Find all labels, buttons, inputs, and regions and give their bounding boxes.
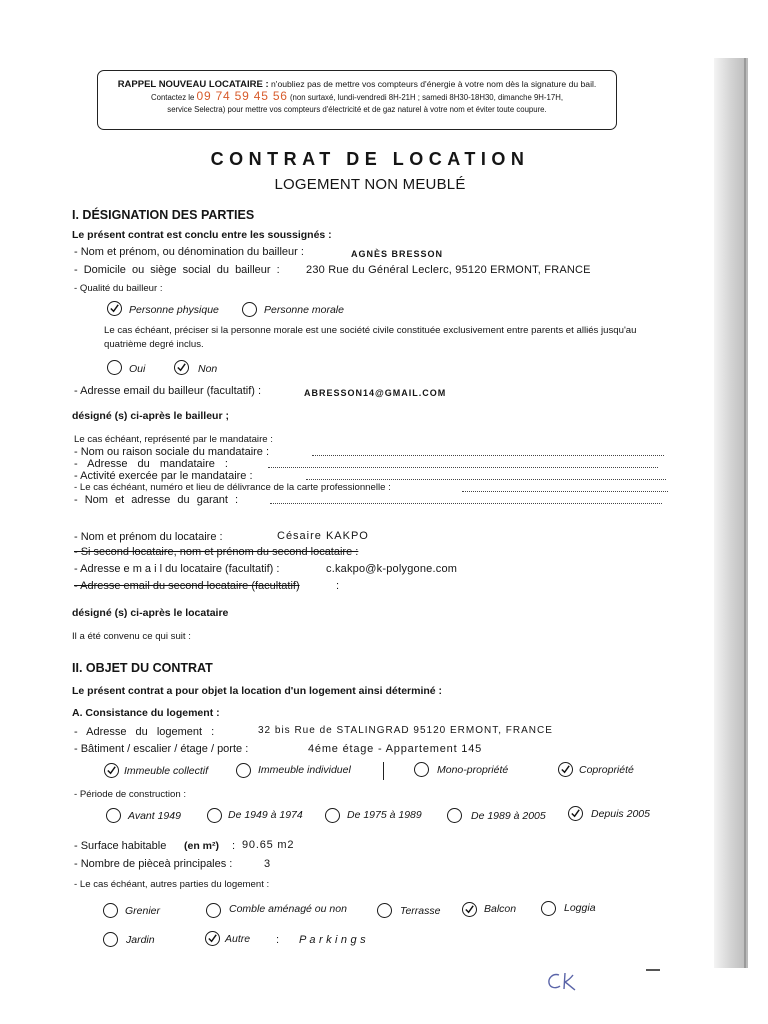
document-title: CONTRAT DE LOCATION bbox=[210, 149, 530, 169]
de-1975-checkbox[interactable] bbox=[325, 808, 340, 823]
bailleur-email-value: ABRESSON14@GMAIL.COM bbox=[304, 388, 447, 398]
notice-line2 bbox=[98, 90, 616, 104]
bailleur-name-label: - Nom et prénom, ou dénomination du bailleur : bbox=[74, 246, 304, 258]
mandataire-carte-line bbox=[462, 491, 668, 492]
immeuble-individuel-label: Immeuble individuel bbox=[258, 764, 351, 776]
autre-label: Autre bbox=[225, 933, 251, 945]
depuis-2005-label: Depuis 2005 bbox=[591, 808, 650, 820]
immeuble-individuel-checkbox[interactable] bbox=[236, 763, 251, 778]
second-locataire-email-colon: : bbox=[336, 580, 340, 592]
copropriete-label: Copropriété bbox=[579, 764, 634, 776]
bailleur-name-value: AGNÈS BRESSON bbox=[351, 249, 444, 259]
mandataire-intro: Le cas échéant, représenté par le mandataire : bbox=[74, 434, 273, 445]
document-subtitle: LOGEMENT NON MEUBLÉ bbox=[274, 176, 466, 193]
mandataire-activite-label: - Activité exercée par le mandataire : bbox=[74, 470, 253, 482]
autre-colon: : bbox=[276, 934, 280, 946]
personne-morale-note-line2: quatrième degré inclus. bbox=[104, 339, 204, 350]
notice-contact-pre: Contactez le bbox=[150, 93, 195, 102]
oui-label: Oui bbox=[129, 363, 146, 375]
mandataire-adresse-line bbox=[268, 467, 658, 468]
personne-physique-label: Personne physique bbox=[129, 304, 219, 316]
surface-value: 90.65 m2 bbox=[242, 839, 295, 851]
section1-heading: I. DÉSIGNATION DES PARTIES bbox=[72, 208, 255, 222]
personne-morale-note-line1: Le cas échéant, préciser si la personne morale est une société civile constituée exclusivement entre parents et alliés jusqu'au bbox=[104, 325, 637, 336]
designe-locataire: désigné (s) ci-après le locataire bbox=[72, 607, 229, 619]
avant-1949-label: Avant 1949 bbox=[128, 810, 181, 822]
immeuble-collectif-checkbox[interactable] bbox=[104, 763, 119, 778]
avant-1949-checkbox[interactable] bbox=[106, 808, 121, 823]
de-1949-checkbox[interactable] bbox=[207, 808, 222, 823]
grenier-label: Grenier bbox=[125, 905, 161, 917]
surface-colon: : bbox=[232, 840, 236, 852]
checkmark-icon bbox=[560, 764, 571, 775]
notice-line3: service Selectra) pour mettre vos compteurs d'électricité et de gaz naturel à votre nom et éviter toute coupure. bbox=[167, 105, 547, 114]
jardin-label: Jardin bbox=[126, 934, 155, 946]
checkmark-icon bbox=[570, 808, 581, 819]
mandataire-carte-label: - Le cas échéant, numéro et lieu de délivrance de la carte professionnelle : bbox=[74, 482, 391, 493]
personne-morale-checkbox[interactable] bbox=[242, 302, 257, 317]
balcon-checkbox[interactable] bbox=[462, 902, 477, 917]
notice-bold-label: RAPPEL NOUVEAU LOCATAIRE : bbox=[117, 79, 269, 90]
separator-bar bbox=[383, 762, 384, 780]
pieces-label: - Nombre de pièceà principales : bbox=[74, 858, 233, 870]
locataire-email-label: - Adresse e m a i l du locataire (facultatif) : bbox=[74, 563, 280, 575]
comble-label: Comble aménagé ou non bbox=[229, 903, 347, 915]
bailleur-email-label: - Adresse email du bailleur (facultatif) : bbox=[74, 385, 262, 397]
objet-intro: Le présent contrat a pour objet la location d'un logement ainsi déterminé : bbox=[72, 685, 443, 697]
consistance-heading: A. Consistance du logement : bbox=[72, 707, 220, 719]
mono-propriete-label: Mono-propriété bbox=[437, 764, 509, 776]
autres-parties-label: - Le cas échéant, autres parties du logement : bbox=[74, 879, 270, 890]
pieces-value: 3 bbox=[264, 858, 271, 870]
checkmark-icon bbox=[106, 765, 117, 776]
logement-adresse-value: 32 bis Rue de STALINGRAD 95120 ERMONT, FRANCE bbox=[258, 725, 553, 736]
autre-checkbox[interactable] bbox=[205, 931, 220, 946]
energy-reminder-box bbox=[97, 70, 617, 130]
checkmark-icon bbox=[207, 933, 218, 944]
page-edge-line bbox=[744, 58, 746, 968]
immeuble-collectif-label: Immeuble collectif bbox=[124, 765, 209, 777]
bailleur-address-value: 230 Rue du Général Leclerc, 95120 ERMONT, FRANCE bbox=[306, 264, 591, 276]
autre-value: P a r k i n g s bbox=[299, 934, 366, 946]
designe-bailleur: désigné (s) ci-après le bailleur ; bbox=[72, 410, 229, 422]
bailleur-address-label: - Domicile ou siège social du bailleur : bbox=[74, 264, 280, 276]
depuis-2005-checkbox[interactable] bbox=[568, 806, 583, 821]
checkmark-icon bbox=[109, 303, 120, 314]
copropriete-checkbox[interactable] bbox=[558, 762, 573, 777]
surface-label: - Surface habitable bbox=[74, 840, 167, 852]
loggia-checkbox[interactable] bbox=[541, 901, 556, 916]
surface-unit: (en m²) bbox=[184, 840, 219, 852]
non-checkbox[interactable] bbox=[174, 360, 189, 375]
handwritten-initials-signature bbox=[545, 970, 585, 992]
periode-label: - Période de construction : bbox=[74, 789, 186, 800]
garant-line bbox=[270, 503, 662, 504]
checkmark-icon bbox=[464, 904, 475, 915]
garant-label: - Nom et adresse du garant : bbox=[74, 494, 239, 506]
second-locataire-email-label: - Adresse email du second locataire (facultatif) bbox=[74, 580, 300, 592]
non-label: Non bbox=[198, 363, 218, 375]
notice-phone-number: 09 74 59 45 56 bbox=[196, 89, 288, 103]
comble-checkbox[interactable] bbox=[206, 903, 221, 918]
batiment-value: 4éme étage - Appartement 145 bbox=[308, 743, 483, 755]
loggia-label: Loggia bbox=[564, 902, 596, 914]
qualite-label: - Qualité du bailleur : bbox=[74, 283, 163, 294]
mandataire-nom-line bbox=[312, 455, 664, 456]
de-1949-label: De 1949 à 1974 bbox=[228, 809, 303, 821]
terrasse-label: Terrasse bbox=[400, 905, 441, 917]
batiment-label: - Bâtiment / escalier / étage / porte : bbox=[74, 743, 249, 755]
locataire-name-value: Césaire KAKPO bbox=[277, 530, 369, 542]
de-1989-checkbox[interactable] bbox=[447, 808, 462, 823]
balcon-label: Balcon bbox=[484, 903, 517, 915]
jardin-checkbox[interactable] bbox=[103, 932, 118, 947]
grenier-checkbox[interactable] bbox=[103, 903, 118, 918]
mandataire-activite-line bbox=[306, 479, 666, 480]
locataire-name-label: - Nom et prénom du locataire : bbox=[74, 531, 223, 543]
notice-line1-text: n'oubliez pas de mettre vos compteurs d'énergie à votre nom dès la signature du bail. bbox=[271, 79, 597, 89]
de-1989-label: De 1989 à 2005 bbox=[471, 810, 546, 822]
mono-propriete-checkbox[interactable] bbox=[414, 762, 429, 777]
personne-morale-label: Personne morale bbox=[264, 304, 344, 316]
second-locataire-label: - Si second locataire, nom et prénom du second locataire : bbox=[74, 546, 359, 558]
logement-adresse-label: - Adresse du logement : bbox=[74, 726, 215, 738]
pencil-mark bbox=[646, 969, 660, 971]
convenu-text: Il a été convenu ce qui suit : bbox=[72, 631, 191, 642]
locataire-email-value: c.kakpo@k-polygone.com bbox=[326, 563, 458, 575]
mandataire-nom-label: - Nom ou raison sociale du mandataire : bbox=[74, 446, 270, 458]
oui-checkbox[interactable] bbox=[107, 360, 122, 375]
mandataire-adresse-label: - Adresse du mandataire : bbox=[74, 458, 228, 470]
notice-line1 bbox=[98, 79, 616, 90]
checkmark-icon bbox=[176, 362, 187, 373]
section2-heading: II. OBJET DU CONTRAT bbox=[72, 661, 213, 675]
parties-intro: Le présent contrat est conclu entre les soussignés : bbox=[72, 229, 332, 241]
personne-physique-checkbox[interactable] bbox=[107, 301, 122, 316]
de-1975-label: De 1975 à 1989 bbox=[347, 809, 422, 821]
terrasse-checkbox[interactable] bbox=[377, 903, 392, 918]
page-edge-shadow bbox=[714, 58, 748, 968]
notice-hours: (non surtaxé, lundi-vendredi 8H-21H ; samedi 8H30-18H30, dimanche 9H-17H, bbox=[289, 93, 563, 102]
